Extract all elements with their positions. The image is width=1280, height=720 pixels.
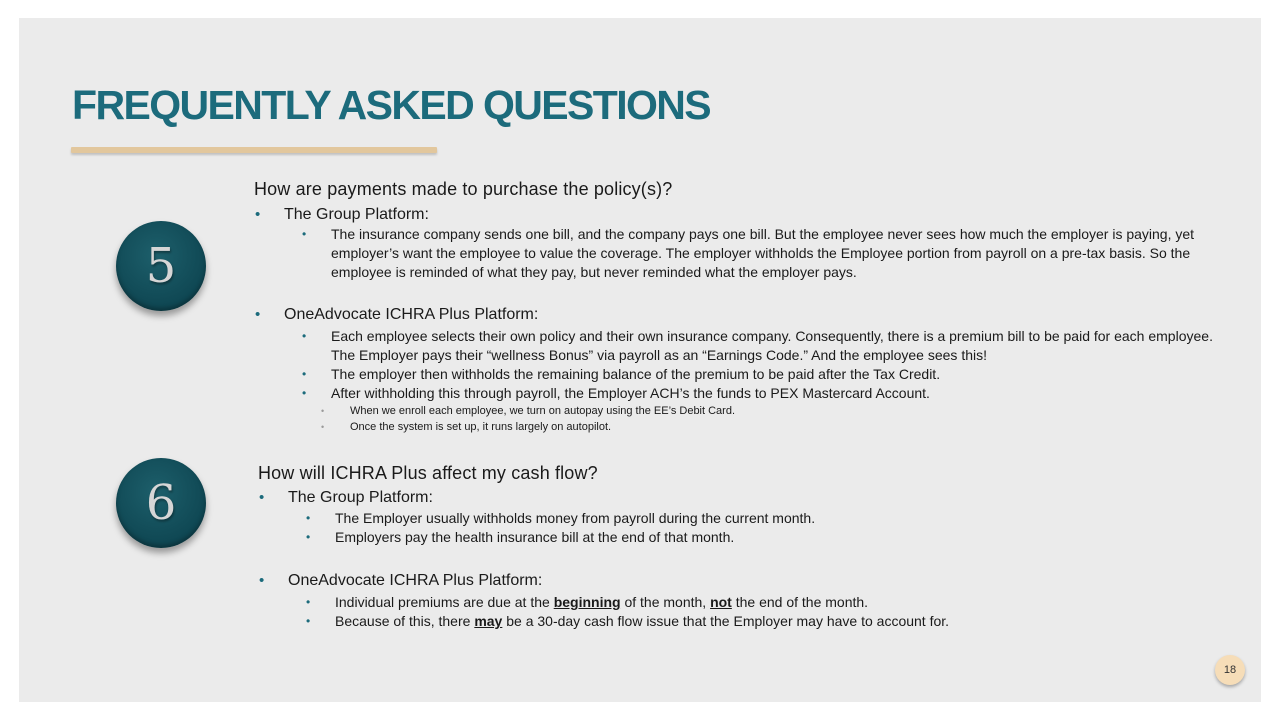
bullet-icon: • xyxy=(302,386,307,400)
faq5-group-text: The insurance company sends one bill, and the company pays one bill. But the employee never sees how much the employer is paying, yet employer’s want the employee to value the coverage. The employer withholds the Employee portion from payroll on a pre-tax basis. So the employee is reminded of what they pay, but never reminded what the employer pays. xyxy=(331,226,1195,280)
page-title: FREQUENTLY ASKED QUESTIONS xyxy=(72,82,711,128)
list-item xyxy=(302,327,1231,365)
faq5-plus-item-1: Each employee selects their own policy and their own insurance company. Consequently, there is a premium bill to be paid for each employee. The Employer pays their “wellness Bonus” via payroll as an “Earnings Code.” And the employee sees this! xyxy=(331,328,1213,363)
faq6-group-heading xyxy=(259,488,433,508)
faq6-plus-item-2-text: be a 30-day cash flow issue that the Employer may have to account for. xyxy=(502,613,950,629)
faq-number-6: 6 xyxy=(145,475,177,531)
bullet-icon: • xyxy=(306,511,311,525)
faq6-group-item-2: Employers pay the health insurance bill at the end of that month. xyxy=(335,529,735,545)
faq5-question: How are payments made to purchase the policy(s)? xyxy=(254,179,673,199)
list-item xyxy=(302,384,1231,403)
faq6-plus-item-1-text: of the month, xyxy=(620,594,711,610)
list-item xyxy=(306,612,950,631)
faq6-question: How will ICHRA Plus affect my cash flow? xyxy=(258,463,598,483)
faq5-plus-item-2: The employer then withholds the remaining balance of the premium to be paid after the Tax Credit. xyxy=(331,366,941,382)
faq6-plus-item-1-text: the end of the month. xyxy=(731,594,869,610)
bullet-icon: • xyxy=(321,422,325,432)
faq5-sub-item-2: Once the system is set up, it runs largely on autopilot. xyxy=(350,421,612,433)
title-underline xyxy=(71,147,437,153)
faq5-sub-item-1: When we enroll each employee, we turn on autopay using the EE’s Debit Card. xyxy=(350,405,736,417)
bullet-icon: • xyxy=(302,227,307,241)
bullet-icon: • xyxy=(302,329,307,343)
faq5-group-detail xyxy=(302,225,1243,282)
bullet-icon: • xyxy=(302,367,307,381)
list-item xyxy=(306,593,869,612)
bullet-icon: • xyxy=(255,206,261,223)
bullet-icon: • xyxy=(321,406,325,416)
faq-number-badge-6 xyxy=(116,458,206,548)
emphasis-not: not xyxy=(710,594,732,610)
list-item xyxy=(321,403,736,419)
page-number-badge xyxy=(1215,655,1245,685)
faq-number-badge-5 xyxy=(116,221,206,311)
faq5-plus-heading xyxy=(255,305,539,325)
faq5-plus-label: OneAdvocate ICHRA Plus Platform: xyxy=(284,306,539,323)
faq6-plus-label: OneAdvocate ICHRA Plus Platform: xyxy=(288,572,543,589)
faq5-group-heading xyxy=(255,205,429,225)
list-item xyxy=(306,509,816,528)
faq5-group-label: The Group Platform: xyxy=(284,206,429,223)
faq6-plus-item-1-text: Individual premiums are due at the xyxy=(335,594,554,610)
faq6-group-item-1: The Employer usually withholds money from payroll during the current month. xyxy=(335,510,816,526)
bullet-icon: • xyxy=(259,489,265,506)
faq6-plus-item-2-text: Because of this, there xyxy=(335,613,475,629)
bullet-icon: • xyxy=(259,572,265,589)
emphasis-may: may xyxy=(474,613,503,629)
faq6-group-label: The Group Platform: xyxy=(288,489,433,506)
faq5-plus-item-3: After withholding this through payroll, the Employer ACH’s the funds to PEX Mastercard Account. xyxy=(331,385,930,401)
faq6-plus-heading xyxy=(259,571,543,591)
bullet-icon: • xyxy=(306,595,311,609)
list-item xyxy=(302,365,1231,384)
bullet-icon: • xyxy=(306,614,311,628)
page-number: 18 xyxy=(1223,664,1237,676)
list-item xyxy=(306,528,735,547)
list-item xyxy=(321,419,612,435)
bullet-icon: • xyxy=(255,306,261,323)
emphasis-beginning: beginning xyxy=(553,594,621,610)
bullet-icon: • xyxy=(306,530,311,544)
faq-number-5: 5 xyxy=(145,238,177,294)
